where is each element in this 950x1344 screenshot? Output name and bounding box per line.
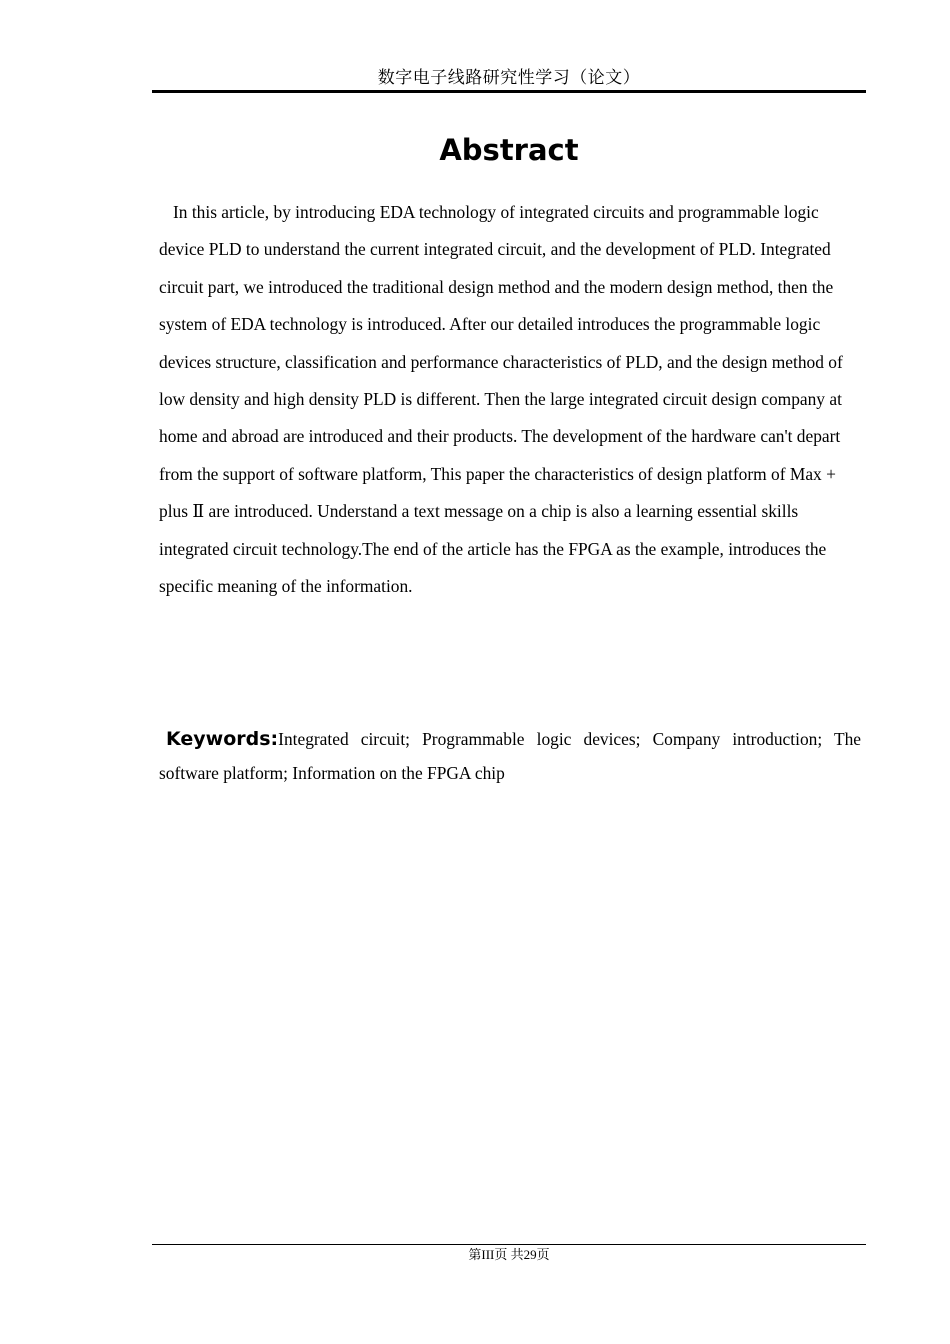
abstract-body: In this article, by introducing EDA technology of integrated circuits and programmable logic device PLD to understand the current integrated circuit, and the development of PLD. Integrated circuit part, we introduced the traditional design method and the modern design method, then the system of EDA technology is introduced. After our detailed introduces the programmable logic devices structure, classification and performance characteristics of PLD, and the design method of low density and high density PLD is different. Then the large integrated circuit design company at home and abroad are introduced and their products. The development of the hardware can't depart from the support of software platform, This paper the characteristics of design platform of Max + plus Ⅱ are introduced. Understand a text message on a chip is also a learning essential skills integrated circuit technology.The end of the article has the FPGA as the example, introduces the specific meaning of the information.: [159, 202, 843, 597]
keywords-text: Integrated circuit; Programmable logic devices; Company introduction; The software platform; Information on the FPGA chip: [159, 729, 861, 783]
page-header-title: 数字电子线路研究性学习（论文）: [377, 68, 641, 88]
page-footer-number: 第III页 共29页: [468, 1247, 550, 1262]
keywords-label: Keywords:: [166, 728, 279, 750]
header-rule: [152, 90, 866, 93]
abstract-heading: Abstract: [439, 133, 579, 167]
footer-rule: [152, 1244, 866, 1245]
keywords-paragraph: [159, 722, 861, 790]
